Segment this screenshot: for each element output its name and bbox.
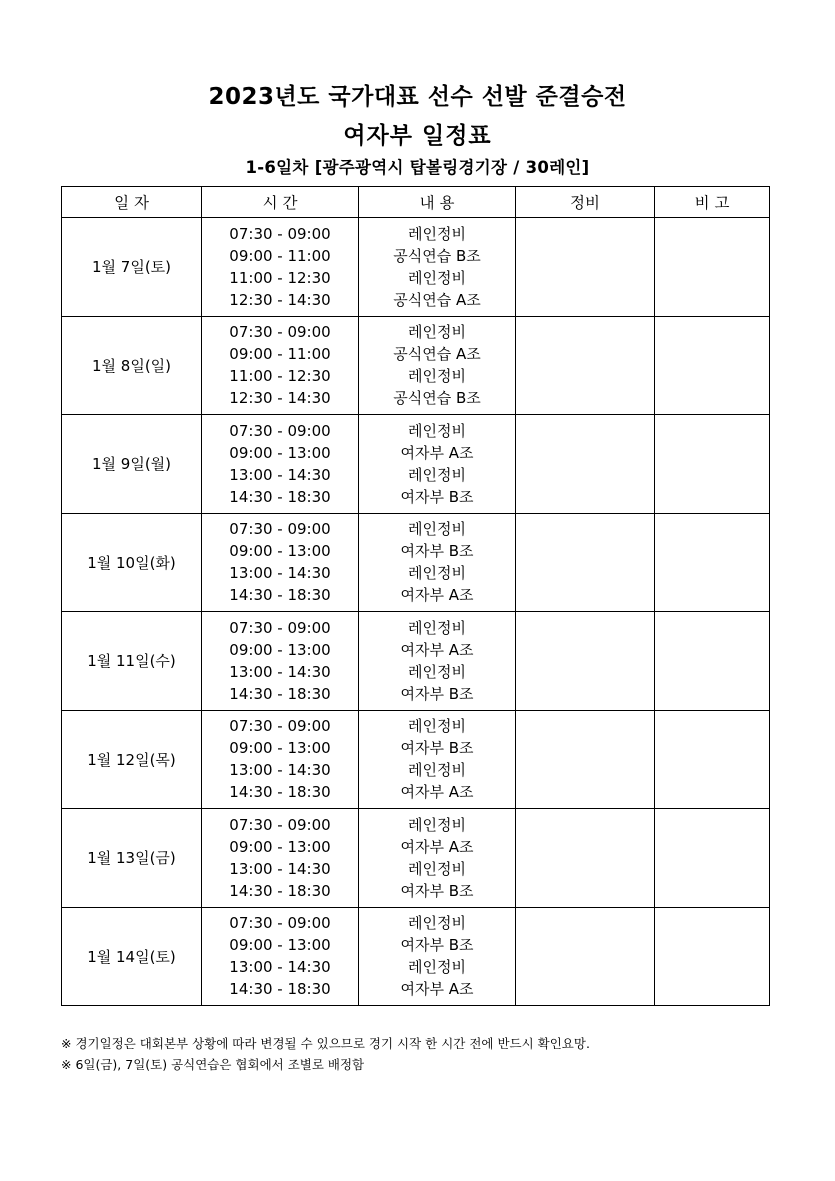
date-cell: 1월 10일(화)	[62, 513, 202, 612]
note-item: ※ 경기일정은 대회본부 상황에 따라 변경될 수 있으므로 경기 시작 한 시간 전에 반드시 확인요망.	[61, 1036, 590, 1051]
time-slot: 13:00 - 14:30	[229, 859, 331, 878]
content-item: 레인정비	[408, 564, 466, 583]
time-slot: 07:30 - 09:00	[229, 224, 331, 243]
time-slot: 09:00 - 13:00	[229, 837, 331, 856]
notes	[61, 1033, 781, 1075]
table-row	[62, 907, 770, 1006]
time-cell	[202, 612, 359, 711]
time-cell	[202, 218, 359, 317]
table-row	[62, 809, 770, 908]
table-row	[62, 612, 770, 711]
maintenance-cell	[516, 218, 655, 317]
content-cell	[359, 809, 516, 908]
content-item: 레인정비	[408, 662, 466, 681]
table-row	[62, 218, 770, 317]
maintenance-cell	[516, 612, 655, 711]
content-item: 레인정비	[408, 815, 466, 834]
time-slot: 13:00 - 14:30	[229, 465, 331, 484]
schedule-table	[61, 186, 770, 1006]
maintenance-cell	[516, 809, 655, 908]
maintenance-cell	[516, 316, 655, 415]
header-content: 내 용	[359, 187, 516, 218]
time-slot: 07:30 - 09:00	[229, 421, 331, 440]
header-time: 시 간	[202, 187, 359, 218]
content-item: 여자부 A조	[400, 640, 474, 659]
time-cell	[202, 710, 359, 809]
content-item: 여자부 B조	[400, 739, 474, 758]
time-slot: 09:00 - 13:00	[229, 936, 331, 955]
content-item: 레인정비	[408, 268, 466, 287]
content-cell	[359, 316, 516, 415]
content-item: 여자부 B조	[400, 542, 474, 561]
time-slot: 14:30 - 18:30	[229, 586, 331, 605]
content-item: 여자부 A조	[400, 586, 474, 605]
content-item: 공식연습 A조	[393, 290, 481, 309]
maintenance-cell	[516, 907, 655, 1006]
time-slot: 09:00 - 13:00	[229, 640, 331, 659]
content-item: 여자부 A조	[400, 443, 474, 462]
time-slot: 07:30 - 09:00	[229, 323, 331, 342]
content-item: 공식연습 B조	[393, 246, 481, 265]
document-title: 2023년도 국가대표 선수 선발 준결승전	[208, 84, 627, 110]
date-cell: 1월 14일(토)	[62, 907, 202, 1006]
document-subtitle: 여자부 일정표	[343, 123, 492, 149]
venue-info: 1-6일차 [광주광역시 탑볼링경기장 / 30레인]	[245, 158, 590, 177]
time-cell	[202, 809, 359, 908]
time-slot: 09:00 - 13:00	[229, 443, 331, 462]
maintenance-cell	[516, 710, 655, 809]
date-cell: 1월 7일(토)	[62, 218, 202, 317]
content-item: 레인정비	[408, 618, 466, 637]
time-slot: 13:00 - 14:30	[229, 662, 331, 681]
time-slot: 14:30 - 18:30	[229, 487, 331, 506]
time-slot: 14:30 - 18:30	[229, 783, 331, 802]
content-item: 레인정비	[408, 367, 466, 386]
content-item: 레인정비	[408, 421, 466, 440]
content-item: 여자부 B조	[400, 487, 474, 506]
remarks-cell	[655, 809, 770, 908]
time-slot: 13:00 - 14:30	[229, 761, 331, 780]
content-item: 여자부 B조	[400, 684, 474, 703]
schedule-body	[62, 218, 770, 1006]
time-slot: 07:30 - 09:00	[229, 914, 331, 933]
header-date: 일 자	[62, 187, 202, 218]
table-row	[62, 415, 770, 514]
content-cell	[359, 415, 516, 514]
content-item: 공식연습 B조	[393, 389, 481, 408]
time-slot: 12:30 - 14:30	[229, 290, 331, 309]
content-item: 레인정비	[408, 717, 466, 736]
time-slot: 11:00 - 12:30	[229, 367, 331, 386]
content-item: 여자부 B조	[400, 881, 474, 900]
content-item: 여자부 A조	[400, 837, 474, 856]
header-maintenance: 정비	[516, 187, 655, 218]
remarks-cell	[655, 415, 770, 514]
content-item: 레인정비	[408, 914, 466, 933]
time-slot: 09:00 - 13:00	[229, 739, 331, 758]
content-cell	[359, 513, 516, 612]
time-slot: 11:00 - 12:30	[229, 268, 331, 287]
time-cell	[202, 513, 359, 612]
maintenance-cell	[516, 415, 655, 514]
time-slot: 13:00 - 14:30	[229, 958, 331, 977]
content-item: 여자부 A조	[400, 980, 474, 999]
time-slot: 07:30 - 09:00	[229, 520, 331, 539]
content-item: 여자부 B조	[400, 936, 474, 955]
remarks-cell	[655, 218, 770, 317]
time-slot: 07:30 - 09:00	[229, 618, 331, 637]
content-item: 레인정비	[408, 958, 466, 977]
date-cell: 1월 13일(금)	[62, 809, 202, 908]
date-cell: 1월 11일(수)	[62, 612, 202, 711]
time-slot: 14:30 - 18:30	[229, 684, 331, 703]
time-slot: 14:30 - 18:30	[229, 881, 331, 900]
time-slot: 09:00 - 13:00	[229, 542, 331, 561]
remarks-cell	[655, 513, 770, 612]
time-slot: 14:30 - 18:30	[229, 980, 331, 999]
table-header-row	[62, 187, 770, 218]
time-slot: 09:00 - 11:00	[229, 345, 331, 364]
remarks-cell	[655, 612, 770, 711]
time-slot: 09:00 - 11:00	[229, 246, 331, 265]
table-row	[62, 513, 770, 612]
content-item: 레인정비	[408, 465, 466, 484]
remarks-cell	[655, 316, 770, 415]
date-cell: 1월 9일(월)	[62, 415, 202, 514]
content-item: 여자부 A조	[400, 783, 474, 802]
time-slot: 07:30 - 09:00	[229, 815, 331, 834]
time-cell	[202, 316, 359, 415]
content-cell	[359, 710, 516, 809]
content-cell	[359, 907, 516, 1006]
time-cell	[202, 907, 359, 1006]
maintenance-cell	[516, 513, 655, 612]
date-cell: 1월 12일(목)	[62, 710, 202, 809]
content-item: 공식연습 A조	[393, 345, 481, 364]
content-item: 레인정비	[408, 520, 466, 539]
content-item: 레인정비	[408, 224, 466, 243]
content-item: 레인정비	[408, 859, 466, 878]
time-slot: 12:30 - 14:30	[229, 389, 331, 408]
content-item: 레인정비	[408, 323, 466, 342]
date-cell: 1월 8일(일)	[62, 316, 202, 415]
note-item: ※ 6일(금), 7일(토) 공식연습은 협회에서 조별로 배정함	[61, 1057, 365, 1072]
content-cell	[359, 612, 516, 711]
content-cell	[359, 218, 516, 317]
table-row	[62, 710, 770, 809]
header-remarks: 비 고	[655, 187, 770, 218]
table-row	[62, 316, 770, 415]
time-slot: 13:00 - 14:30	[229, 564, 331, 583]
remarks-cell	[655, 907, 770, 1006]
remarks-cell	[655, 710, 770, 809]
time-slot: 07:30 - 09:00	[229, 717, 331, 736]
time-cell	[202, 415, 359, 514]
content-item: 레인정비	[408, 761, 466, 780]
